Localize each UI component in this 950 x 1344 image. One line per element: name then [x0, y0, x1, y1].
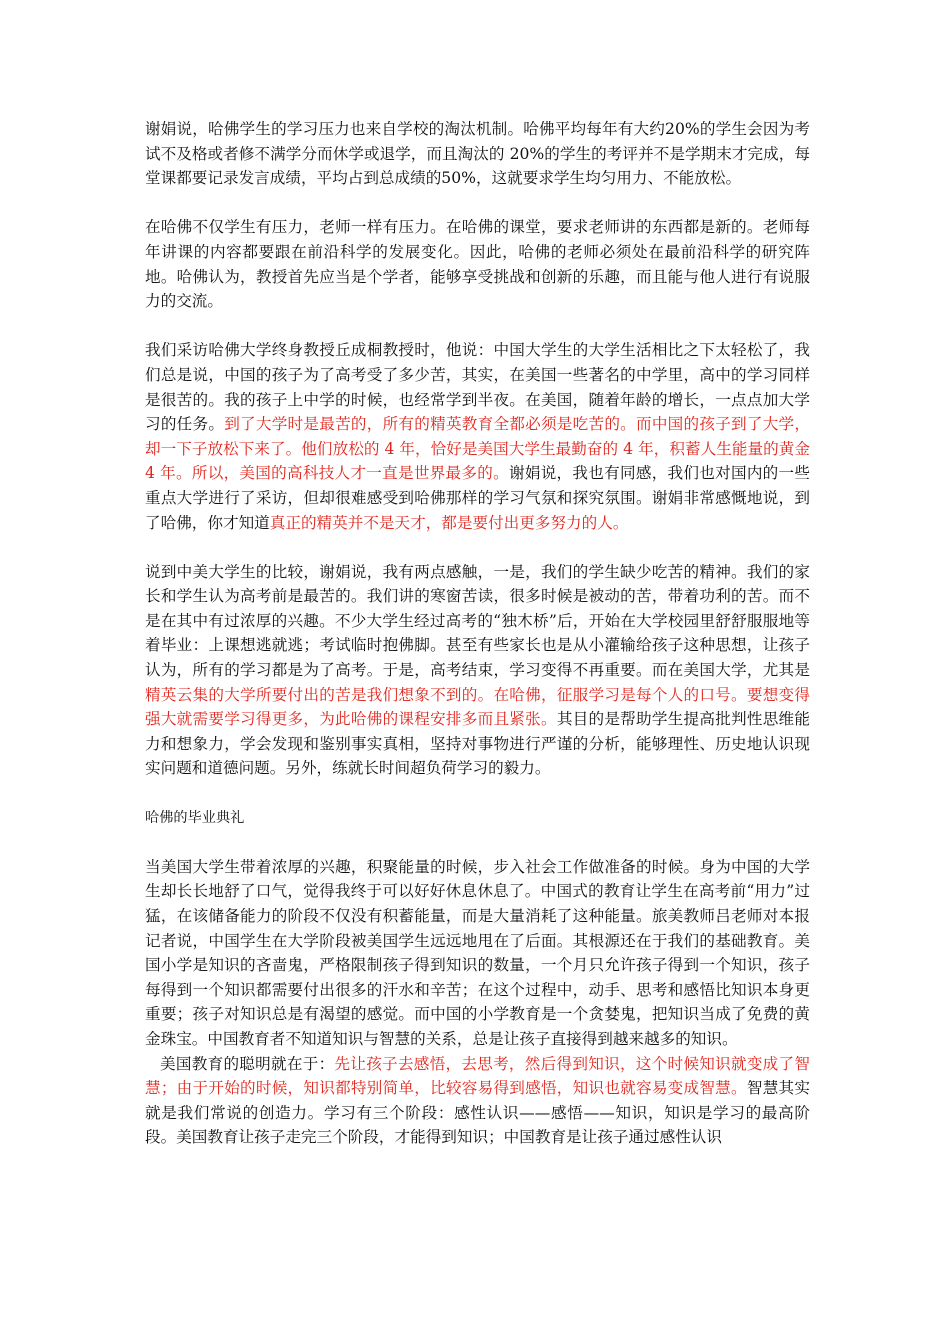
document-page [145, 117, 810, 1150]
paragraph-3 [145, 338, 810, 535]
paragraph-5 [145, 855, 810, 1052]
paragraph-1 [145, 117, 810, 191]
paragraph-3-text-b: 谢娟说，我也有同感，我们也对国内的一些重点大学进行了采访，但却很难感受到哈佛那样的学习气氛和探究氛围。谢娟非常感慨地说，到了哈佛，你才知道 [145, 464, 810, 532]
paragraph-4-text-b: 其目的是帮助学生提高批判性思维能力和想象力，学会发现和鉴别事实真相，坚持对事物进行严谨的分析，能够理性、历史地认识现实问题和道德问题。另外，练就长时间超负荷学习的毅力。 [145, 710, 810, 778]
paragraph-4 [145, 560, 810, 781]
paragraph-2 [145, 215, 810, 313]
paragraph-4-text-a: 说到中美大学生的比较，谢娟说，我有两点感触，一是，我们的学生缺少吃苦的精神。我们的家长和学生认为高考前是最苦的。我们讲的寒窗苦读，很多时候是被动的苦，带着功利的苦。而不是在其中有过浓厚的兴趣。不少大学生经过高考的“独木桥”后，开始在大学校园里舒舒服服地等着毕业：上课想逃就逃；考试临时抱佛脚。甚至有些家长也是从小灌输给孩子这种思想，让孩子认为，所有的学习都是为了高考。于是，高考结束，学习变得不再重要。而在美国大学，尤其是 [145, 562, 810, 680]
paragraph-4-highlight: 精英云集的大学所要付出的苦是我们想象不到的。在哈佛，征服学习是每个人的口号。要想变得强大就需要学习得更多，为此哈佛的课程安排多而且紧张。 [145, 685, 810, 729]
paragraph-3-highlight-1: 到了大学时是最苦的，所有的精英教育全都必须是吃苦的。而中国的孩子到了大学，却一下子放松下来了。他们放松的 4 年，恰好是美国大学生最勤奋的 4 年，积蓄人生能量的黄金 4 年。所以，美国的高科技人才一直是世界最多的。 [145, 415, 810, 483]
paragraph-6-text-b: 智慧其实就是我们常说的创造力。学习有三个阶段：感性认识——感悟——知识，知识是学习的最高阶段。美国教育让孩子走完三个阶段，才能得到知识；中国教育是让孩子通过感性认识 [145, 1079, 810, 1147]
paragraph-6 [145, 1052, 810, 1150]
section-heading: 哈佛的毕业典礼 [145, 809, 245, 826]
paragraph-6-text-a: 美国教育的聪明就在于： [160, 1054, 335, 1073]
paragraph-5-text: 当美国大学生带着浓厚的兴趣，积聚能量的时候，步入社会工作做准备的时候。身为中国的大学生却长长地舒了口气，觉得我终于可以好好休息休息了。中国式的教育让学生在高考前“用力”过猛，在该储备能力的阶段不仅没有积蓄能量，而是大量消耗了这种能量。旅美教师吕老师对本报记者说，中国学生在大学阶段被美国学生远远地甩在了后面。其根源还在于我们的基础教育。美国小学是知识的吝啬鬼，严格限制孩子得到知识的数量，一个月只允许孩子得到一个知识，孩子每得到一个知识都需要付出很多的汗水和辛苦；在这个过程中，动手、思考和感悟比知识本身更重要；孩子对知识总是有渴望的感觉。而中国的小学教育是一个贪婪鬼，把知识当成了免费的黄金珠宝。中国教育者不知道知识与智慧的关系，总是让孩子直接得到越来越多的知识。 [145, 857, 810, 1048]
paragraph-1-text: 谢娟说，哈佛学生的学习压力也来自学校的淘汰机制。哈佛平均每年有大约20%的学生会因为考试不及格或者修不满学分而休学或退学，而且淘汰的 20%的学生的考评并不是学期末才完成，每堂课都要记录发言成绩，平均占到总成绩的50%，这就要求学生均匀用力、不能放松。 [145, 120, 810, 188]
paragraph-3-text-a: 我们采访哈佛大学终身教授丘成桐教授时，他说：中国大学生的大学生活相比之下太轻松了，我们总是说，中国的孩子为了高考受了多少苦，其实，在美国一些著名的中学里，高中的学习同样是很苦的。我的孩子上中学的时候，也经常学到半夜。在美国，随着年龄的增长，一点点加大学习的任务。 [145, 341, 810, 434]
paragraph-3-highlight-2: 真正的精英并不是天才，都是要付出更多努力的人。 [269, 513, 629, 532]
paragraph-2-text: 在哈佛不仅学生有压力，老师一样有压力。在哈佛的课堂，要求老师讲的东西都是新的。老师每年讲课的内容都要跟在前沿科学的发展变化。因此，哈佛的老师必须处在最前沿科学的研究阵地。哈佛认为，教授首先应当是个学者，能够享受挑战和创新的乐趣，而且能与他人进行有说服力的交流。 [145, 218, 810, 311]
paragraph-6-highlight: 先让孩子去感悟，去思考，然后得到知识，这个时候知识就变成了智慧；由于开始的时候，知识都特别简单，比较容易得到感悟，知识也就容易变成智慧。 [145, 1054, 810, 1098]
